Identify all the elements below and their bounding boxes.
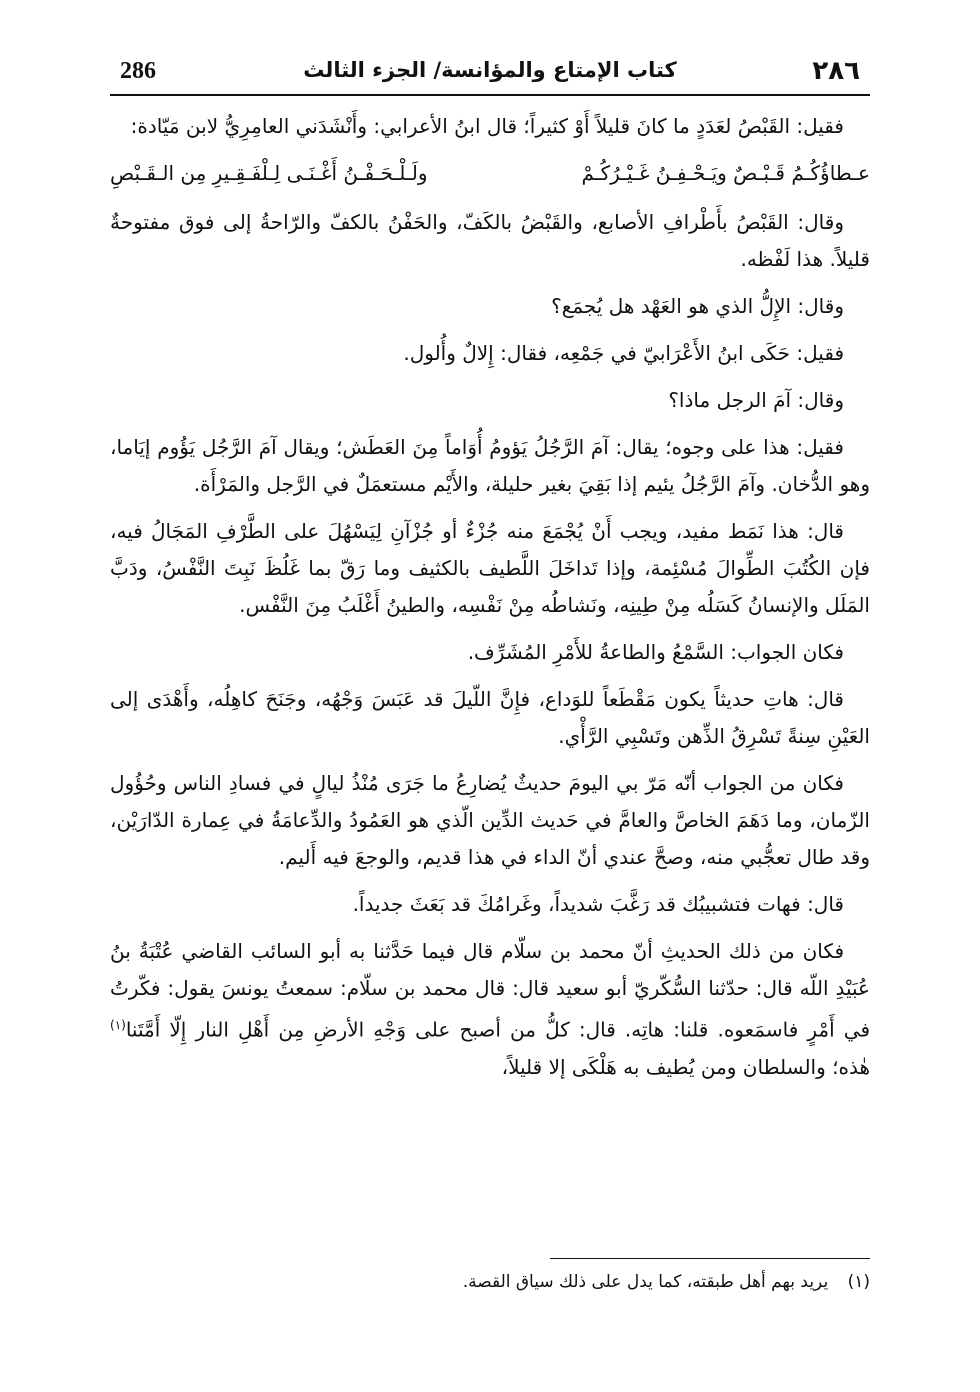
page-number-arabic: ٢٨٦ [812,56,860,86]
paragraph: فكان الجواب: السَّمْعُ والطاعةُ للأَمْرِ المُشَرِّف. [467,640,844,664]
paragraph: وقال: آمَ الرجل ماذا؟ [668,388,844,412]
paragraph: قال: فهات فتشبيبُك قد رَغَّبَ شديداً، وغَرامُكَ قد بَعَثَ جديداً. [352,892,844,916]
poetry-verse [110,155,870,196]
header-divider [110,94,870,96]
paragraph: قال: هاتِ حديثاً يكون مَقْطَعاً للوَداع، فإِنَّ اللّيلَ قد عَبَسَ وَجْهُه، وجَنَحَ كاهِلُه، وأَهْدَى إلى العَيْنِ سِنةً تَسْرِقُ الذِّهن وتَسْبِي الرَّأْي. [110,687,870,748]
paragraph: فقيل: حَكَى ابنُ الأَعْرَابيّ في جَمْعِه، فقال: إِلالٌ وأُلول. [403,341,844,365]
paragraph: فقيل: القَبْصُ لعَدَدٍ ما كانَ قليلاً أَوْ كثيراً؛ قال ابنُ الأعرابي: وأَنْشَدَني العامِرِيُّ لابن مَيّادة: [130,114,844,138]
paragraph: وقال: القَبْصُ بأَطْرافِ الأصابع، والقَبْضُ بالكَفّ، والحَفْنُ بالكفّ والرّاحةُ إلى فوق مفتوحةٌ قليلاً. هذا لَفْظه. [110,210,870,271]
paragraph: فقيل: هذا على وجوه؛ يقال: آمَ الرَّجُلُ يَؤومُ أُوَاماً مِنَ العَطَش؛ ويقال آمَ الرَّجُل يَؤُوم إيَاما، وهو الدُّخان. وآمَ الرَّجُلُ يئيم إذا بَقِيَ بغير حليلة، والأَيْم مستعمَلٌ في الرَّجل والمَرْأَة. [110,435,870,496]
page-number-latin: 286 [120,58,156,84]
paragraph-text: فكان من ذلك الحديثِ أنّ محمد بن سلّام قال فيما حَدَّثنا به أبو السائب القاضي عُتْبَةُ بنُ عُبَيْدِ اللّه قال: حدّثنا السُّكّريّ أبو سعيد قال: قال محمد بن سلّام: سمعتُ يونسَ يقول: فكّرتُ في أَمْرٍ فاسمَعوه. قلنا: هاتِه. قال: كلُّ من أصبح على وَجْهِ الأرضِ مِن أَهْلِ النار إِلّا أَمَّتَنا [110,939,870,1042]
footnote-reference: (١) [110,1018,126,1032]
footnote-text: يريد بهم أهل طبقته، كما يدل على ذلك سياق القصة. [462,1272,829,1292]
paragraph-text-tail: هٰذه؛ والسلطان ومن يُطيف به هَلْكَى إلا قليلاً، [501,1054,870,1079]
footnote-mark: (١) [847,1272,870,1292]
page-header [110,52,870,96]
footnote [110,1272,870,1292]
paragraph: قال: هذا نَمَط مفيد، ويجب أَنْ يُجْمَعَ منه جُزْءٌ أو جُزْآنِ لِيَسْهُلَ على الطَّرْفِ المَجَالُ فيه، فإن الكُتُبَ الطِّوالَ مُسْئِمة، وإذا تَداخَلَ اللَّطيف بالكثيف وما رَقّ بما غَلُظَ نَبِتَ النَّفْسُ، ودَبَّ المَلَل والإنسانُ كَسَلُه مِنْ طِينِه، ونَشاطُه مِنْ نَفْسِه، والطينُ أَغْلَبُ مِنَ النَّفْس. [110,519,870,617]
main-text [110,108,870,1096]
verse-first-hemistich: عـطاؤُكُـمُ قَـبْـصٌ ويَـحْـفِـنُ غَـيْـرُكُـمْ [581,161,870,185]
paragraph: وقال: الإِلُّ الذي هو العَهْد هل يُجمَع؟ [551,294,844,318]
footnote-divider [550,1258,870,1259]
verse-second-hemistich: ولَـلْـحَـفْـنُ أَغْـنَـى لِـلْفَـقِـيرِ مِن الـقَـبْصِ [110,161,428,185]
paragraph: فكان من الجواب أنّه مَرّ بي اليومَ حديثٌ يُضارِعُ ما جَرَى مُنْذُ ليالٍ في فسادِ الناس وحُؤُول الزّمان، وما دَهَمَ الخاصَّ والعامَّ في حَديث الدِّين الّذي هو العَمُودُ والدِّعامَةُ في عِمارة الدّارَيْن، وقد طال تعجُّبي منه، وصحَّ عندي أنّ الداء في هذا قديم، والوجعَ فيه أَليم. [110,771,870,869]
paragraph-with-footnote [110,933,870,1086]
running-title: كتاب الإمتاع والمؤانسة/ الجزء الثالث [303,58,677,82]
